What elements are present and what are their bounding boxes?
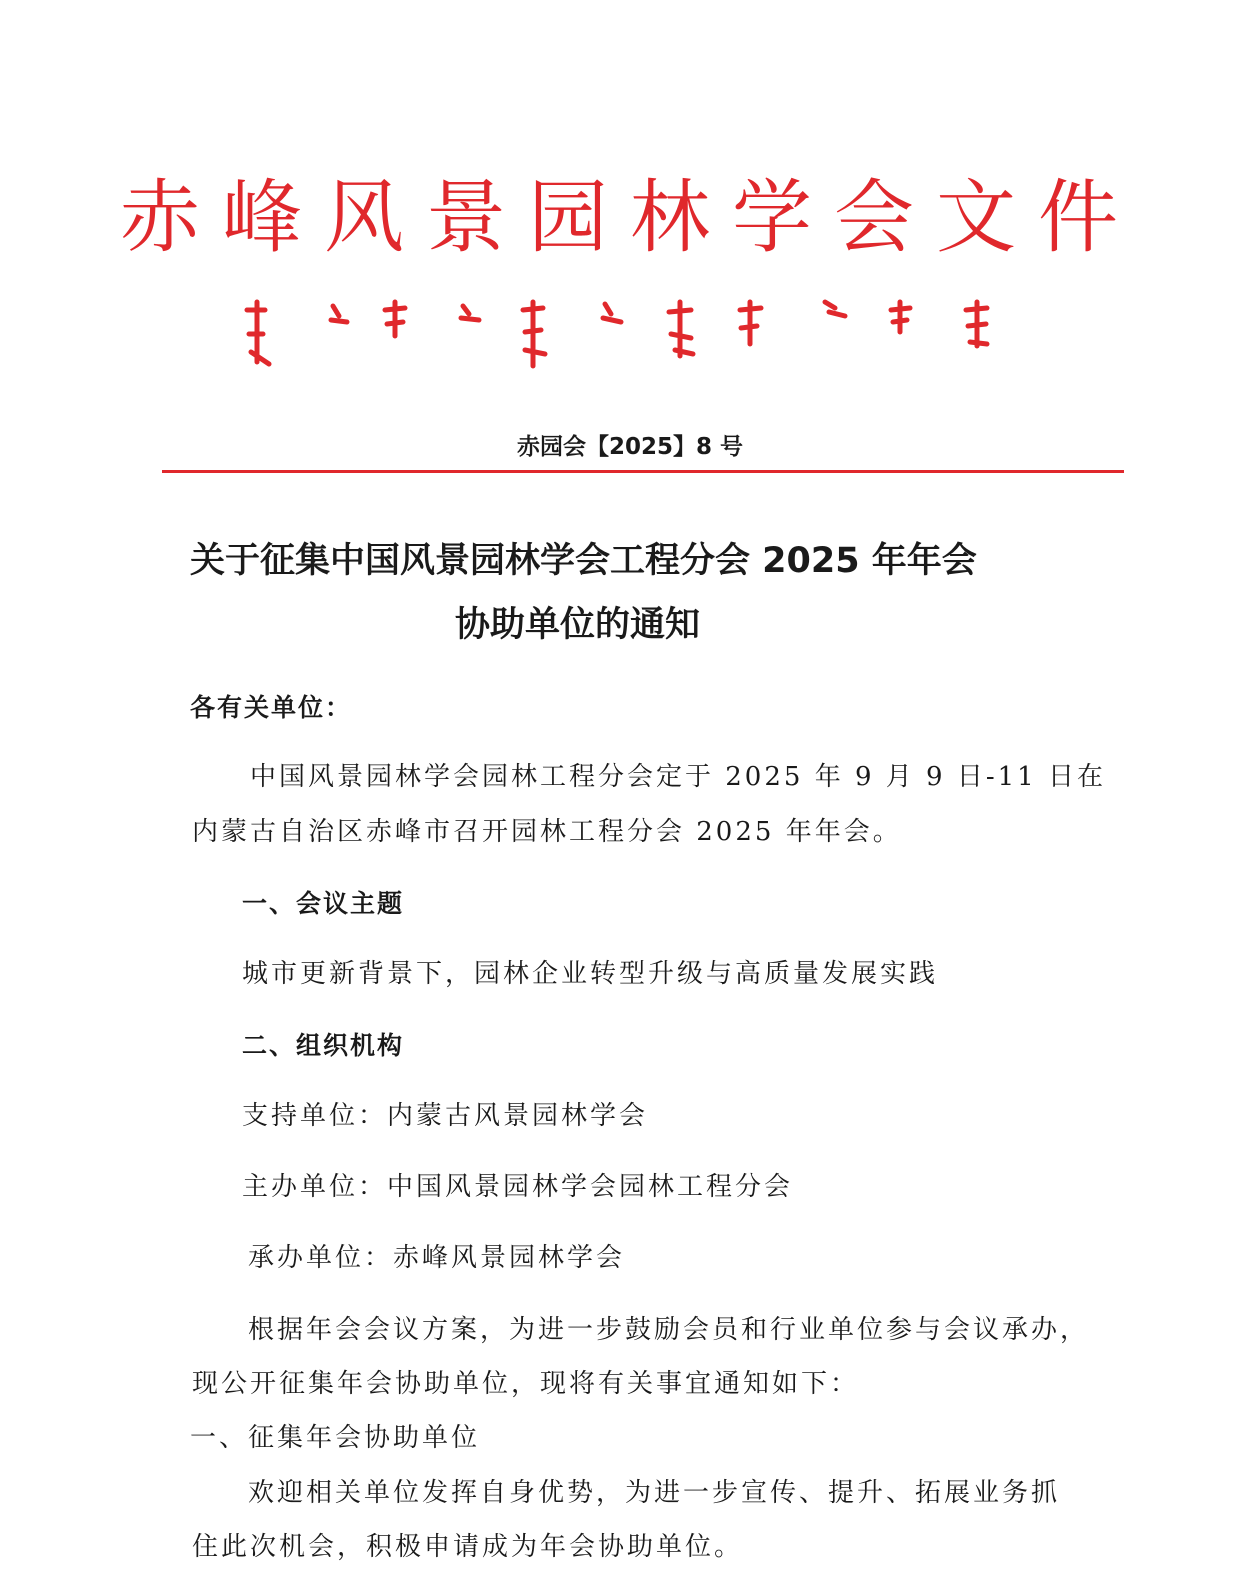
organizer-unit: 承办单位：赤峰风景园林学会 [248,1243,626,1273]
org-title: 赤峰风景园林学会文件 [120,171,1140,264]
support-unit: 支持单位：内蒙古风景园林学会 [242,1101,649,1131]
section1-heading: 一、会议主题 [242,889,405,918]
intro-line-1: 中国风景园林学会园林工程分会定于 2025 年 9 月 9 日-11 日在 [250,762,1106,792]
document-number: 赤园会【2025】8 号 [516,434,744,460]
paragraph2-line1: 根据年会会议方案，为进一步鼓励会员和行业单位参与会议承办， [248,1315,1090,1345]
notice-title-line1: 关于征集中国风景园林学会工程分会 2025 年年会 [190,541,977,581]
salutation: 各有关单位： [190,693,353,722]
paragraph3-line2: 住此次机会，积极申请成为年会协助单位。 [192,1532,744,1562]
section1-text: 城市更新背景下，园林企业转型升级与高质量发展实践 [242,959,939,989]
host-unit: 主办单位：中国风景园林学会园林工程分会 [242,1172,794,1202]
intro-line-2: 内蒙古自治区赤峰市召开园林工程分会 2025 年年会。 [192,817,902,847]
paragraph3-line1: 欢迎相关单位发挥自身优势，为进一步宣传、提升、拓展业务抓 [248,1478,1061,1508]
mongolian-script-title [235,292,1015,372]
header-divider [162,470,1124,473]
section2-heading: 二、组织机构 [242,1031,405,1060]
section-a-heading: 一、征集年会协助单位 [190,1423,481,1453]
paragraph2-line2: 现公开征集年会协助单位，现将有关事宜通知如下： [192,1369,860,1399]
notice-title-line2: 协助单位的通知 [455,605,701,645]
